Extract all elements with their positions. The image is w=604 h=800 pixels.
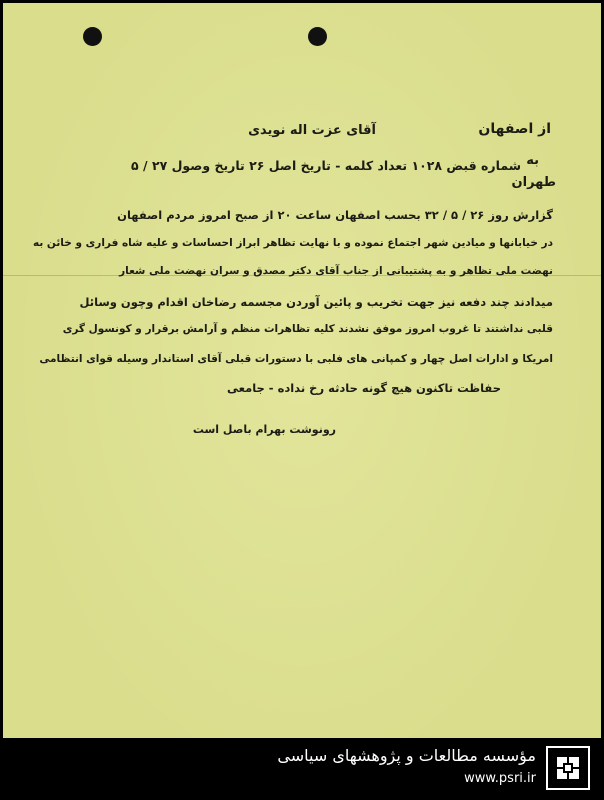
document-page	[3, 3, 601, 797]
footer-bar	[0, 738, 604, 800]
body-line: میدادند چند دفعه نیز جهت تخریب و پائین آوردن مجسمه رضاخان اقدام وچون وسائل	[79, 295, 553, 309]
logo-glyph-icon	[553, 753, 583, 783]
addressee: آقای عزت اله نویدی	[248, 123, 376, 138]
body-line: در خیابانها و میادین شهر اجتماع نموده و با نهایت تظاهر ابراز احساسات و علیه شاه فراری و خائن به	[32, 237, 553, 249]
body-line: نهضت ملی تظاهر و به پشتیبانی از جناب آقای دکتر مصدق و سران نهضت ملی شعار	[119, 265, 553, 277]
closing-note: رونوشت بهرام باصل است	[192, 423, 336, 436]
sender-location: از اصفهان	[478, 121, 551, 137]
punch-hole-right-icon	[308, 27, 327, 46]
punch-hole-left-icon	[83, 27, 102, 46]
reference-line: شماره قبض ۱۰۲۸ تعداد کلمه - تاریخ اصل ۲۶ تاریخ وصول ۲۷ / ۵	[131, 158, 521, 173]
psri-logo-icon	[546, 746, 590, 790]
body-line: گزارش روز ۲۶ / ۵ / ۳۲ بحسب اصفهان ساعت ۲۰ از صبح امروز مردم اصفهان	[117, 208, 553, 222]
body-line: امریکا و ادارات اصل چهار و کمپانی های فلبی با دستورات قبلی آقای استاندار وسیله قوای انتظامی	[39, 353, 553, 365]
organization-url[interactable]: www.psri.ir	[464, 771, 536, 786]
recipient-location: طهران	[511, 175, 556, 190]
body-line: قلبی نداشتند تا غروب امروز موفق نشدند کلیه تظاهرات منظم و آرامش برقرار و کونسول گری	[62, 323, 553, 335]
body-line: حفاظت تاکنون هیچ گونه حادثه رخ نداده - جامعی	[226, 381, 501, 395]
to-prefix: به	[526, 153, 539, 168]
organization-name: مؤسسه مطالعات و پژوهشهای سیاسی	[277, 746, 536, 765]
